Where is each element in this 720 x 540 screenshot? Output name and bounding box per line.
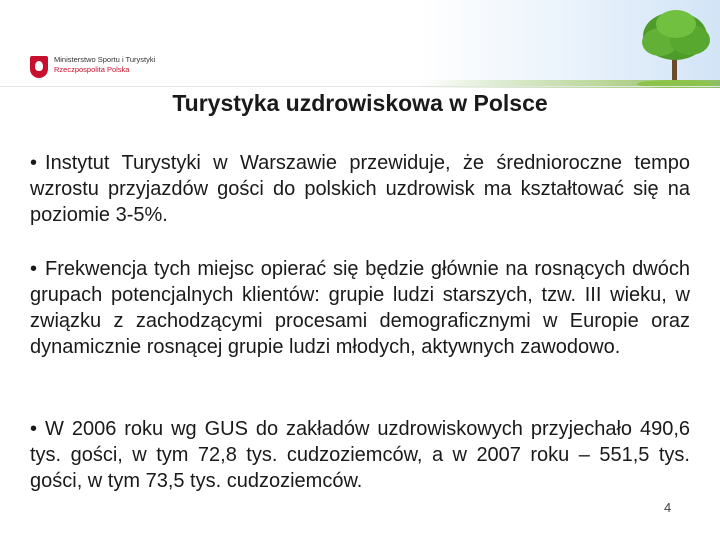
ministry-name: Ministerstwo Sportu i Turystyki: [54, 55, 156, 64]
bullet-marker: •: [30, 258, 38, 280]
bullet-paragraph-1: [30, 150, 690, 228]
page-number: 4: [664, 500, 672, 515]
header-divider: [0, 86, 720, 87]
polish-eagle-emblem-icon: [30, 56, 48, 78]
bullet-paragraph-2: [30, 256, 690, 360]
paragraph-text: W 2006 roku wg GUS do zakładów uzdrowiskowych przyjechało 490,6 tys. gości, w tym 72,8 tys. cudzoziemców, a w 2007 roku – 551,5 tys. gości, w tym 73,5 tys. cudzoziemców.: [30, 418, 690, 492]
tree-icon: [630, 2, 720, 88]
slide-title: Turystyka uzdrowiskowa w Polsce: [172, 90, 548, 116]
country-name: Rzeczpospolita Polska: [54, 65, 130, 74]
slide-header: [0, 0, 720, 88]
paragraph-text: Instytut Turystyki w Warszawie przewiduje, że średnioroczne tempo wzrostu przyjazdów gości do polskich uzdrowisk ma kształtować się na poziomie 3-5%.: [30, 152, 690, 226]
ministry-logo: [30, 50, 170, 82]
ministry-logo-text: [54, 55, 155, 75]
bullet-paragraph-3: [30, 416, 690, 494]
paragraph-text: Frekwencja tych miejsc opierać się będzie głównie na rosnących dwóch grupach potencjalnych klientów: grupie ludzi starszych, tzw. III wieku, w związku z zachodzącymi procesami demograficznymi w Europie oraz dynamicznie rosnącej grupie ludzi młodych, aktywnych zawodowo.: [30, 258, 690, 358]
bullet-marker: •: [30, 152, 38, 174]
bullet-marker: •: [30, 418, 38, 440]
